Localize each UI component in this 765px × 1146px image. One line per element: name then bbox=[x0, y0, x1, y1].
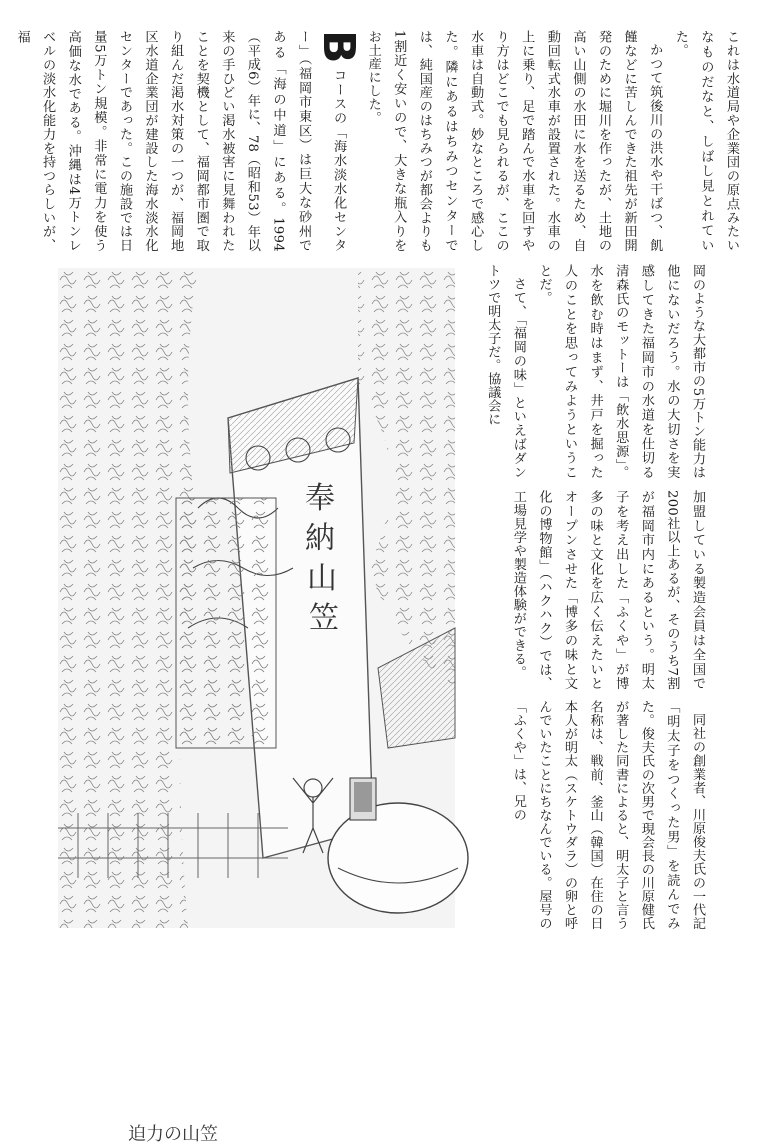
article-middle-column-a bbox=[485, 264, 710, 479]
paragraph-waterwheel: かつて筑後川の洪水や干ばつ、飢饉などに苦しんできた祖先が新田開発のために堀川を作ったが、土地の高い山側の水田に水を送るため、自動回転式水車が設置された。水車の上に乗り、足で踏んで水車を回すやり方はどこでも見られるが、ここの水車は自動式。妙なところで感心した。隣にあるはちみつセンターでは、純国産のはちみつが都会よりも1割近く安いので、大きな瓶入りをお土産にした。 bbox=[365, 30, 663, 252]
sign-char-4: 笠 bbox=[309, 601, 339, 636]
paragraph-mentaiko-intro: さて、「福岡の味」といえばダントツで明太子だ。協議会に bbox=[485, 264, 526, 479]
intro-text: これは水道局や企業団の原点みたいなものだなと、しばし見とれていた。 bbox=[672, 30, 739, 252]
sign-char-1: 奉 bbox=[305, 481, 335, 516]
yamakasa-sketch-illustration bbox=[58, 268, 455, 1145]
paragraph-water-motto: 岡のような大都市の5万トン能力は他にないだろう。水の大切さを実感してきた福岡市の水道を仕切る清森氏のモットーは「飲水思源」。水を飲む時はまず、井戸を掘った人のことを思ってみようということだ。 bbox=[536, 264, 705, 479]
article-middle-column-c bbox=[510, 700, 710, 930]
sign-char-2: 納 bbox=[305, 521, 335, 556]
sketch-drawing bbox=[58, 268, 455, 928]
paragraph-desalination: コースの「海水淡水化センター」（福岡市東区）は巨大な砂州である「海の中道」にある。1994（平成6）年に、78（昭和53）年以来の手ひどい渇水被害に見舞われたことを契機として、福岡都市圏で取り組んだ渇水対策の一つが、福岡地区水道企業団が建設した海水淡水化センターであった。この施設では日量5万トン規模。非常に電力を使う高価な水である。沖縄は4万トンレベルの淡水化能力を持つらしいが、福 bbox=[14, 30, 347, 252]
illustration-caption: 迫力の山笠 bbox=[128, 1124, 218, 1145]
paragraph-founder: 同社の創業者、川原俊夫氏の一代記「明太子をつくった男」を読んでみた。俊夫氏の次男で現会長の川原健氏が著した同書によると、明太子と言う名称は、戦前、釜山（韓国）在住の日本人が明太（スケトウダラ）の卵と呼んでいたことにちなんでいる。屋号の「ふくや」は、兄の bbox=[510, 700, 705, 930]
article-middle-column-b bbox=[510, 490, 710, 690]
section-initial: B bbox=[313, 30, 365, 64]
paragraph-mentaiko-makers: 加盟している製造会員は全国で200社以上あるが、そのうち7割が福岡市内にあるという。明太子を考え出した「ふくや」が博多の味と文化を広く伝えたいとオープンさせた「博多の味と文化の博物館」（ハクハク）では、工場見学や製造体験ができる。 bbox=[510, 490, 705, 690]
article-top-column bbox=[14, 30, 744, 252]
sign-char-3: 山 bbox=[307, 561, 337, 596]
